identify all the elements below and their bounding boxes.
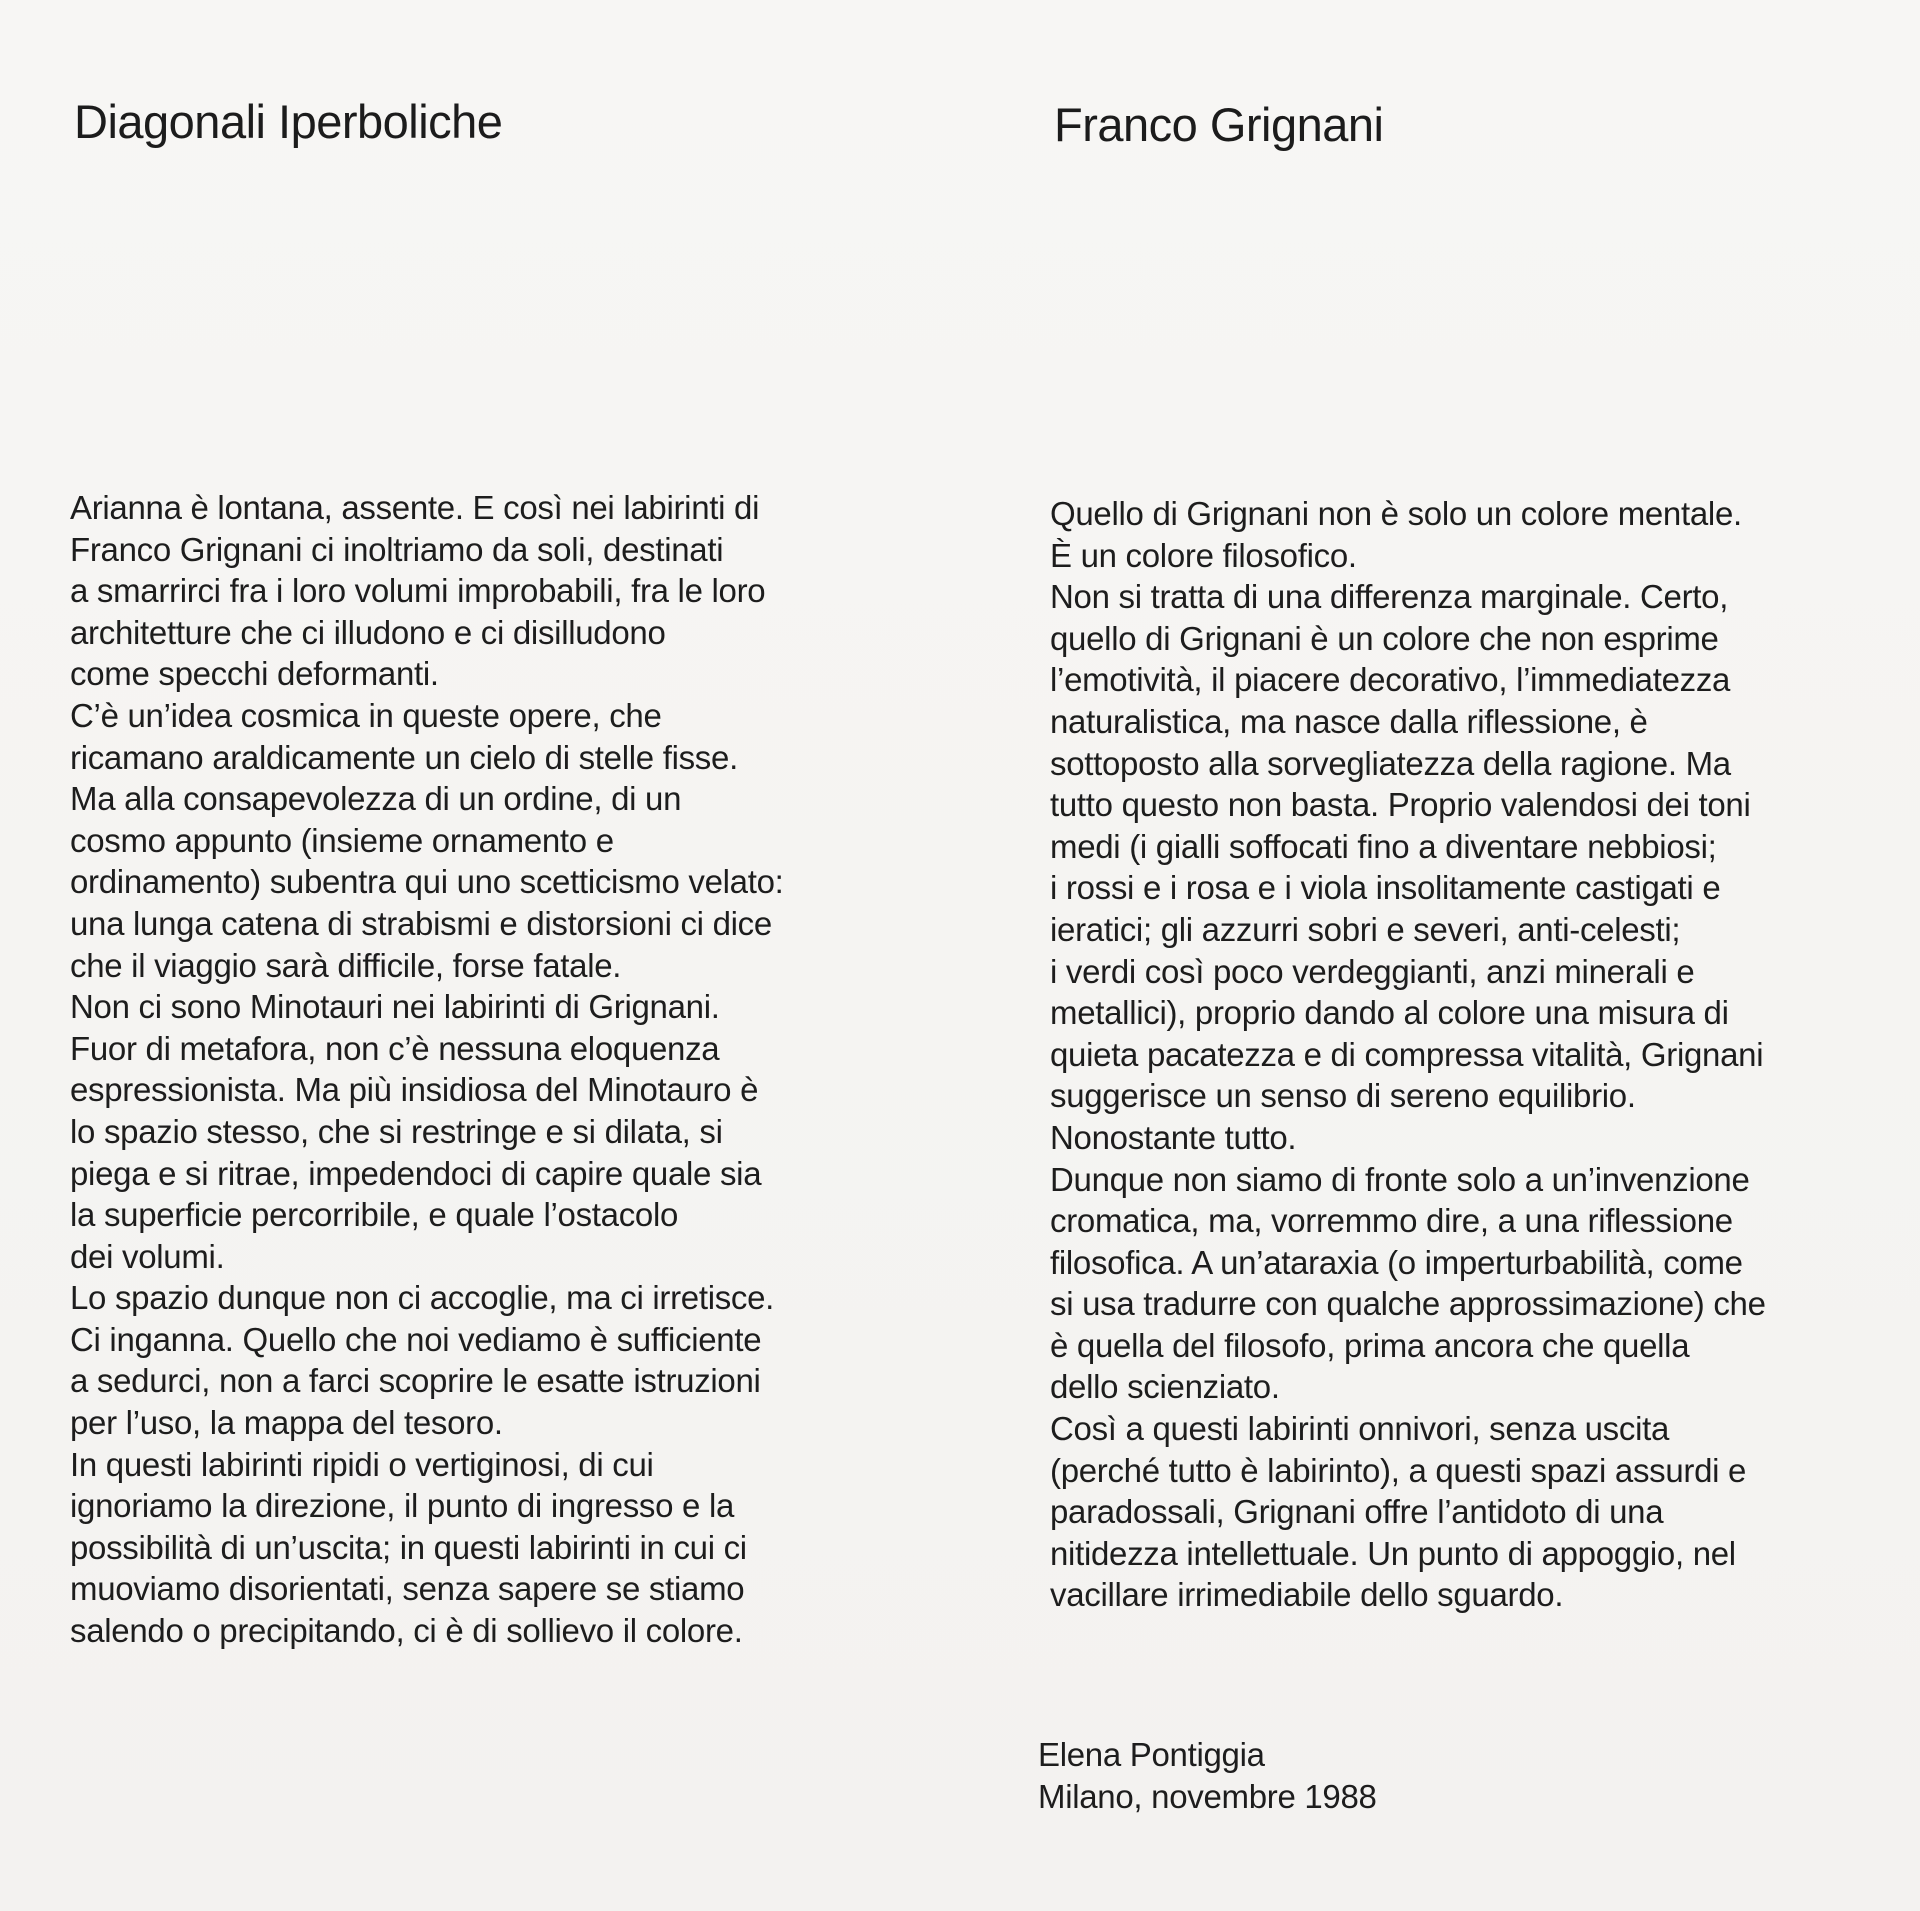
- text-line: tutto questo non basta. Proprio valendosi dei toni: [1050, 786, 1751, 824]
- text-line: l’emotività, il piacere decorativo, l’immediatezza: [1050, 661, 1731, 699]
- text-line: dello scienziato.: [1050, 1368, 1280, 1406]
- left-text-column: [70, 487, 900, 1652]
- text-line: come specchi deformanti.: [70, 655, 439, 693]
- text-line: una lunga catena di strabismi e distorsioni ci dice: [70, 904, 772, 942]
- text-line: quieta pacatezza e di compressa vitalità, Grignani: [1050, 1035, 1764, 1073]
- text-line: cosmo appunto (insieme ornamento e: [70, 821, 614, 859]
- text-line: È un colore filosofico.: [1050, 536, 1357, 574]
- text-line: salendo o precipitando, ci è di sollievo il colore.: [70, 1612, 743, 1650]
- text-line: cromatica, ma, vorremmo dire, a una riflessione: [1050, 1202, 1733, 1240]
- text-line: suggerisce un senso di sereno equilibrio.: [1050, 1077, 1636, 1115]
- text-line: quello di Grignani è un colore che non esprime: [1050, 619, 1719, 657]
- text-line: i verdi così poco verdeggianti, anzi minerali e: [1050, 952, 1695, 990]
- text-line: medi (i gialli soffocati fino a diventare nebbiosi;: [1050, 827, 1717, 865]
- text-line: ignoriamo la direzione, il punto di ingresso e la: [70, 1487, 735, 1525]
- text-line: possibilità di un’uscita; in questi labirinti in cui ci: [70, 1528, 747, 1566]
- text-line: architetture che ci illudono e ci disilludono: [70, 613, 666, 651]
- text-line: paradossali, Grignani offre l’antidoto di una: [1050, 1493, 1664, 1531]
- text-line: sottoposto alla sorvegliatezza della ragione. Ma: [1050, 744, 1731, 782]
- text-line: Arianna è lontana, assente. E così nei labirinti di: [70, 489, 760, 526]
- text-line: è quella del filosofo, prima ancora che quella: [1050, 1326, 1690, 1364]
- artist-name: Franco Grignani: [1054, 98, 1384, 151]
- text-line: filosofica. A un’ataraxia (o imperturbabilità, come: [1050, 1243, 1743, 1281]
- text-line: metallici), proprio dando al colore una misura di: [1050, 994, 1729, 1032]
- text-line: Fuor di metafora, non c’è nessuna eloquenza: [70, 1029, 720, 1067]
- text-line: a sedurci, non a farci scoprire le esatte istruzioni: [70, 1362, 761, 1400]
- text-line: nitidezza intellettuale. Un punto di appoggio, nel: [1050, 1534, 1736, 1572]
- text-line: C’è un’idea cosmica in queste opere, che: [70, 696, 662, 734]
- text-line: dei volumi.: [70, 1237, 225, 1275]
- text-line: Dunque non siamo di fronte solo a un’invenzione: [1050, 1160, 1750, 1198]
- author-name: Elena Pontiggia: [1038, 1736, 1265, 1773]
- text-line: espressionista. Ma più insidiosa del Minotauro è: [70, 1071, 759, 1109]
- signature-block: [1038, 1734, 1377, 1818]
- text-line: piega e si ritrae, impedendoci di capire quale sia: [70, 1154, 762, 1192]
- text-line: Così a questi labirinti onnivori, senza uscita: [1050, 1410, 1670, 1448]
- text-line: (perché tutto è labirinto), a questi spazi assurdi e: [1050, 1451, 1747, 1489]
- text-line: la superficie percorribile, e quale l’ostacolo: [70, 1196, 679, 1234]
- text-line: muoviamo disorientati, senza sapere se stiamo: [70, 1570, 745, 1608]
- text-line: Franco Grignani ci inoltriamo da soli, destinati: [70, 530, 724, 568]
- text-line: Ci inganna. Quello che noi vediamo è sufficiente: [70, 1320, 762, 1358]
- text-line: Ma alla consapevolezza di un ordine, di un: [70, 780, 682, 818]
- text-line: si usa tradurre con qualche approssimazione) che: [1050, 1285, 1766, 1323]
- text-line: Non si tratta di una differenza marginale. Certo,: [1050, 578, 1729, 616]
- document-title: Diagonali Iperboliche: [74, 95, 503, 148]
- place-date: Milano, novembre 1988: [1038, 1778, 1377, 1815]
- text-line: Lo spazio dunque non ci accoglie, ma ci irretisce.: [70, 1279, 775, 1317]
- text-line: che il viaggio sarà difficile, forse fatale.: [70, 946, 622, 984]
- text-line: Quello di Grignani non è solo un colore mentale.: [1050, 495, 1742, 532]
- text-line: ordinamento) subentra qui uno scetticismo velato:: [70, 863, 784, 901]
- text-line: i rossi e i rosa e i viola insolitamente castigati e: [1050, 869, 1721, 907]
- text-line: vacillare irrimediabile dello sguardo.: [1050, 1576, 1564, 1614]
- text-line: ricamano araldicamente un cielo di stelle fisse.: [70, 738, 738, 776]
- text-line: per l’uso, la mappa del tesoro.: [70, 1404, 503, 1442]
- text-line: ieratici; gli azzurri sobri e severi, anti-celesti;: [1050, 910, 1681, 948]
- text-line: a smarrirci fra i loro volumi improbabili, fra le loro: [70, 572, 766, 610]
- text-line: Nonostante tutto.: [1050, 1118, 1297, 1156]
- text-line: Non ci sono Minotauri nei labirinti di Grignani.: [70, 988, 720, 1026]
- right-text-column: [1050, 493, 1880, 1616]
- text-line: lo spazio stesso, che si restringe e si dilata, si: [70, 1112, 723, 1150]
- text-line: naturalistica, ma nasce dalla riflessione, è: [1050, 702, 1648, 740]
- text-line: In questi labirinti ripidi o vertiginosi, di cui: [70, 1445, 654, 1483]
